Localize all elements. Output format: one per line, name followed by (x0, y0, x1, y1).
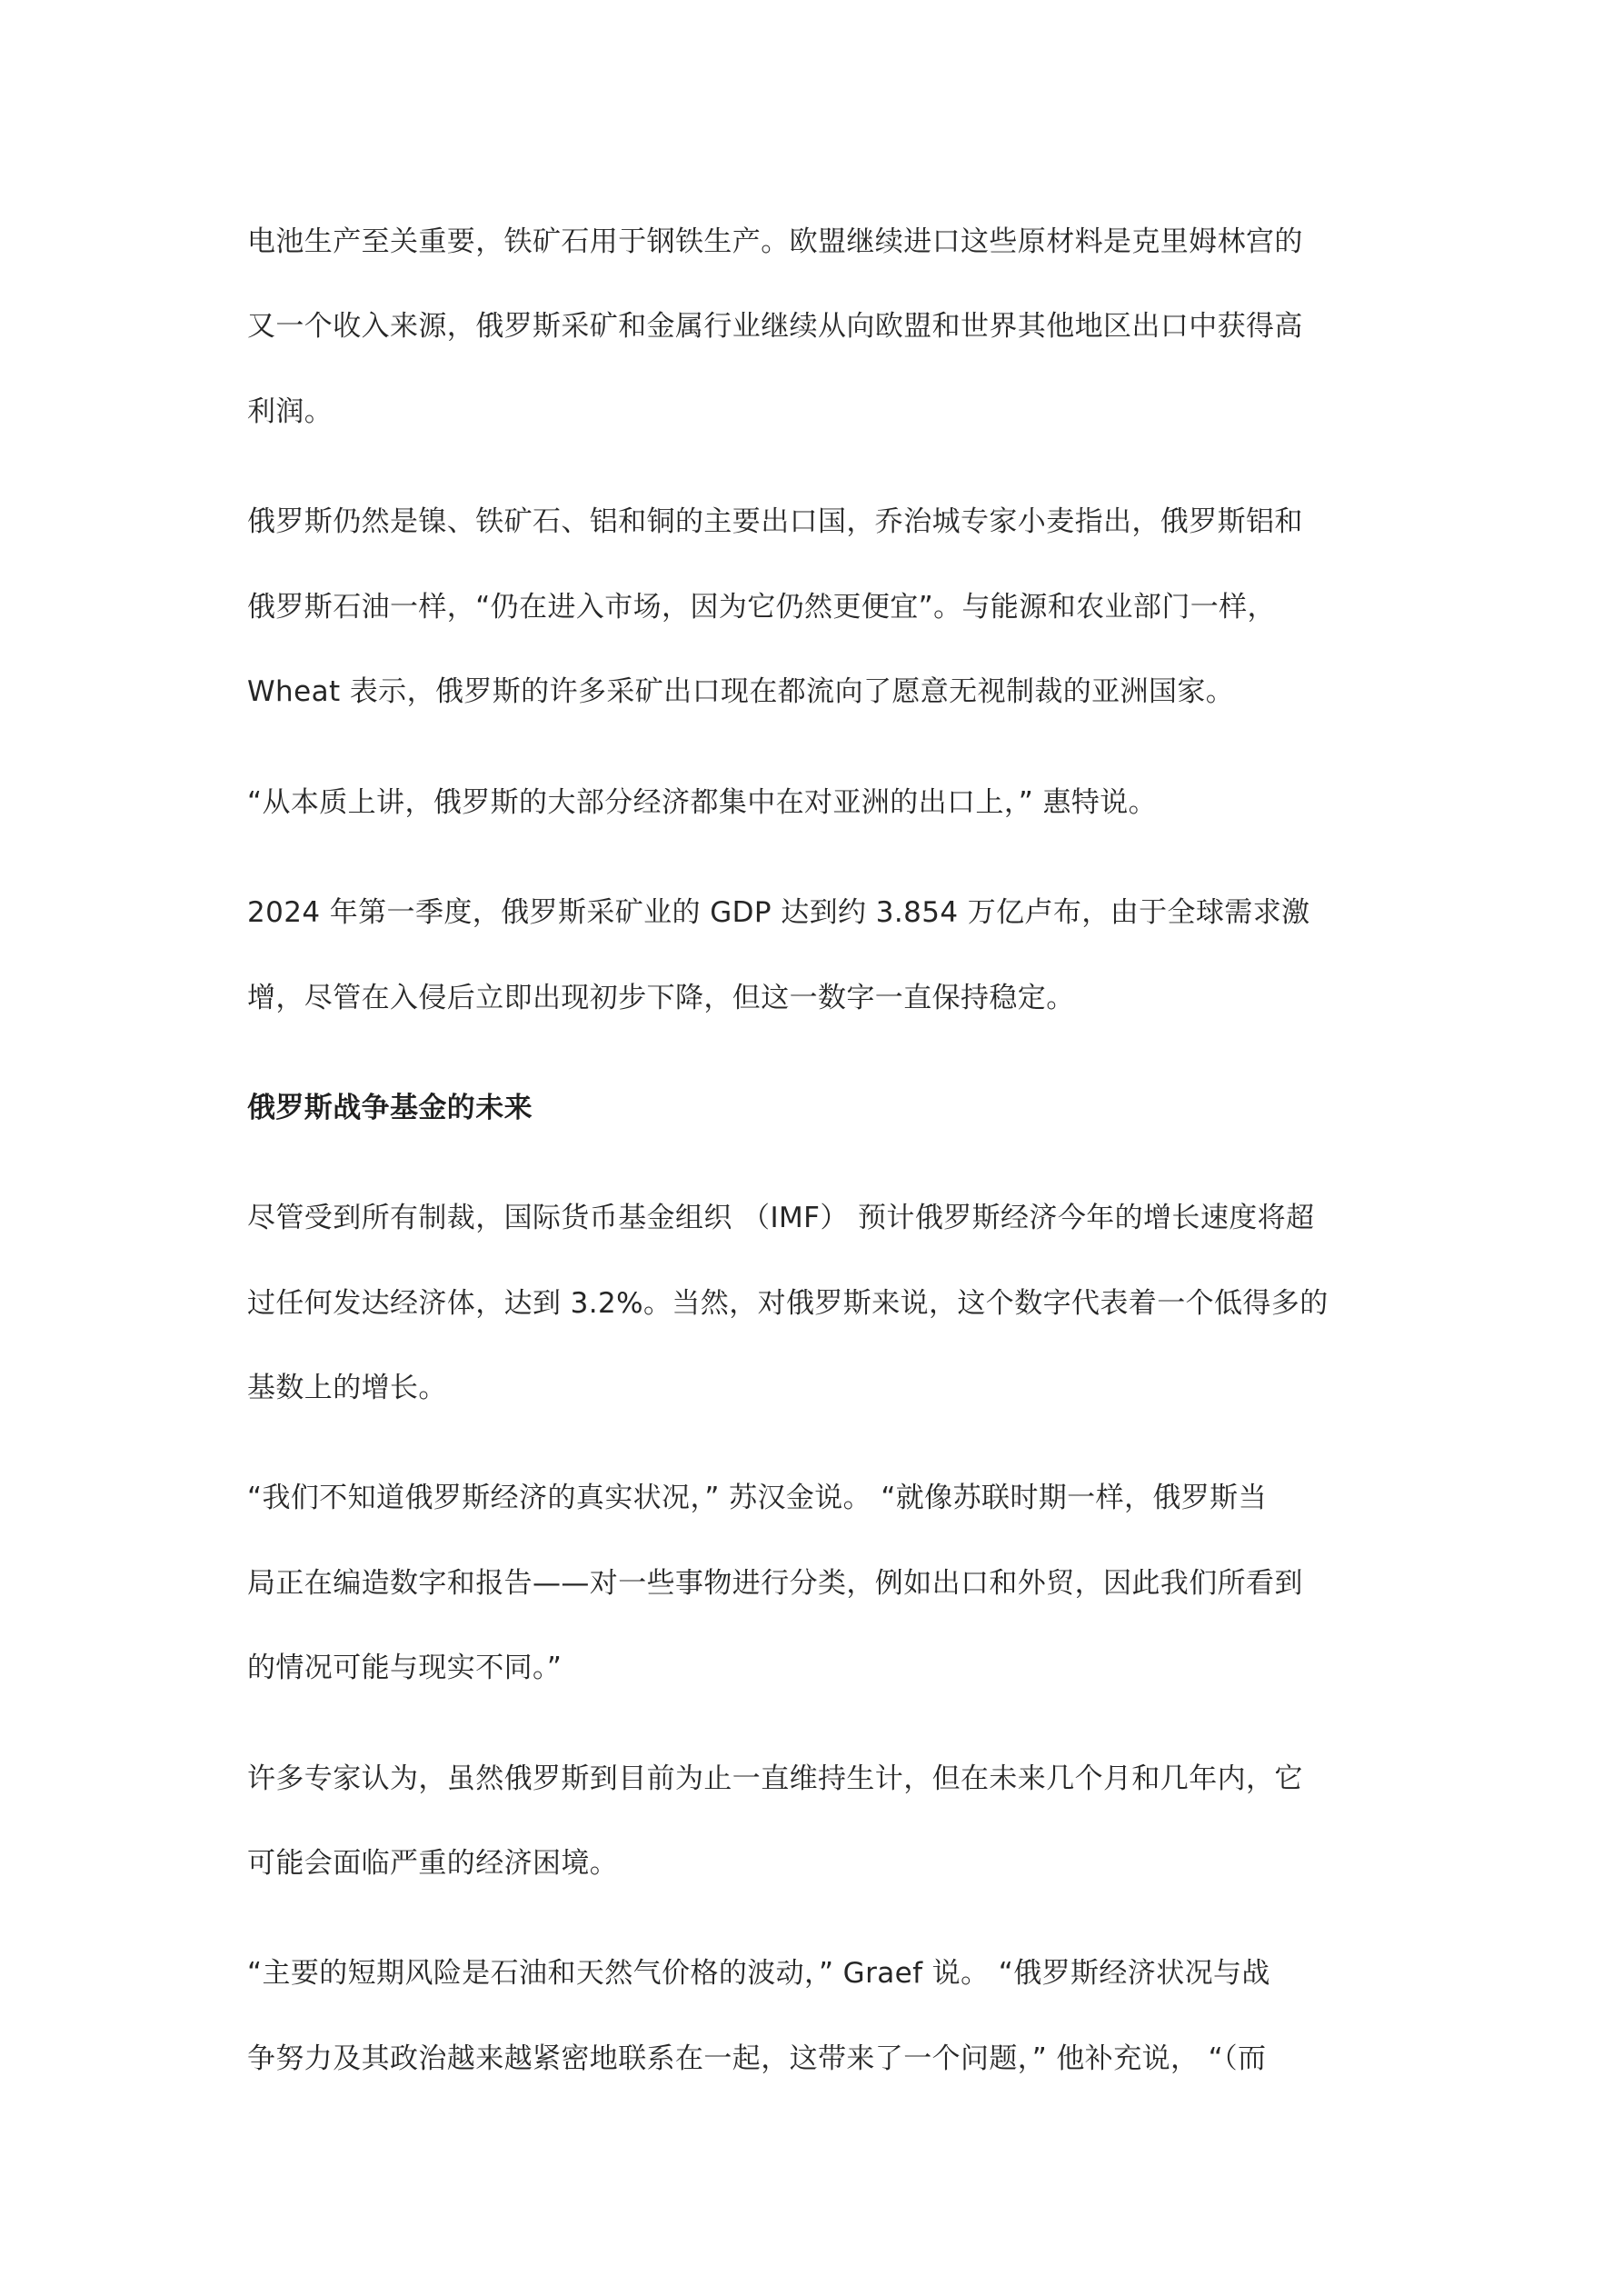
paragraph-line: “主要的短期风险是石油和天然气价格的波动，” Graef 说。 “俄罗斯经济状况与战 (247, 1957, 1270, 1990)
paragraph-line: 2024 年第一季度，俄罗斯采矿业的 GDP 达到约 3.854 万亿卢布，由于全球需求激 (247, 896, 1310, 929)
section-heading: 俄罗斯战争基金的未来 (247, 1092, 533, 1124)
paragraph-line: “我们不知道俄罗斯经济的真实状况，” 苏汉金说。 “就像苏联时期一样，俄罗斯当 (247, 1482, 1267, 1514)
paragraph-line: 过任何发达经济体，达到 3.2%。当然，对俄罗斯来说，这个数字代表着一个低得多的 (247, 1287, 1329, 1320)
paragraph-line: Wheat 表示，俄罗斯的许多采矿出口现在都流向了愿意无视制裁的亚洲国家。 (247, 675, 1235, 708)
paragraph-line: 俄罗斯仍然是镍、铁矿石、铝和铜的主要出口国，乔治城专家小麦指出，俄罗斯铝和 (247, 505, 1303, 538)
paragraph-line: 可能会面临严重的经济困境。 (247, 1847, 619, 1880)
paragraph-line: “从本质上讲，俄罗斯的大部分经济都集中在对亚洲的出口上，” 惠特说。 (247, 786, 1158, 819)
paragraph-line: 尽管受到所有制裁，国际货币基金组织 （IMF） 预计俄罗斯经济今年的增长速度将超 (247, 1202, 1315, 1234)
paragraph-line: 争努力及其政治越来越紧密地联系在一起，这带来了一个问题，” 他补充说， “（而 (247, 2042, 1267, 2075)
paragraph-line: 增，尽管在入侵后立即出现初步下降，但这一数字一直保持稳定。 (247, 982, 1075, 1014)
paragraph-line: 的情况可能与现实不同。” (247, 1652, 563, 1684)
paragraph-line: 电池生产至关重要，铁矿石用于钢铁生产。欧盟继续进口这些原材料是克里姆林宫的 (247, 225, 1303, 258)
paragraph-line: 利润。 (247, 395, 334, 428)
paragraph-line: 俄罗斯石油一样，“仍在进入市场，因为它仍然更便宜”。与能源和农业部门一样， (247, 591, 1276, 624)
paragraph-line: 又一个收入来源，俄罗斯采矿和金属行业继续从向欧盟和世界其他地区出口中获得高 (247, 310, 1303, 343)
paragraph-line: 基数上的增长。 (247, 1372, 447, 1404)
paragraph-line: 局正在编造数字和报告——对一些事物进行分类，例如出口和外贸，因此我们所看到 (247, 1567, 1303, 1600)
paragraph-line: 许多专家认为，虽然俄罗斯到目前为止一直维持生计，但在未来几个月和几年内，它 (247, 1762, 1303, 1795)
